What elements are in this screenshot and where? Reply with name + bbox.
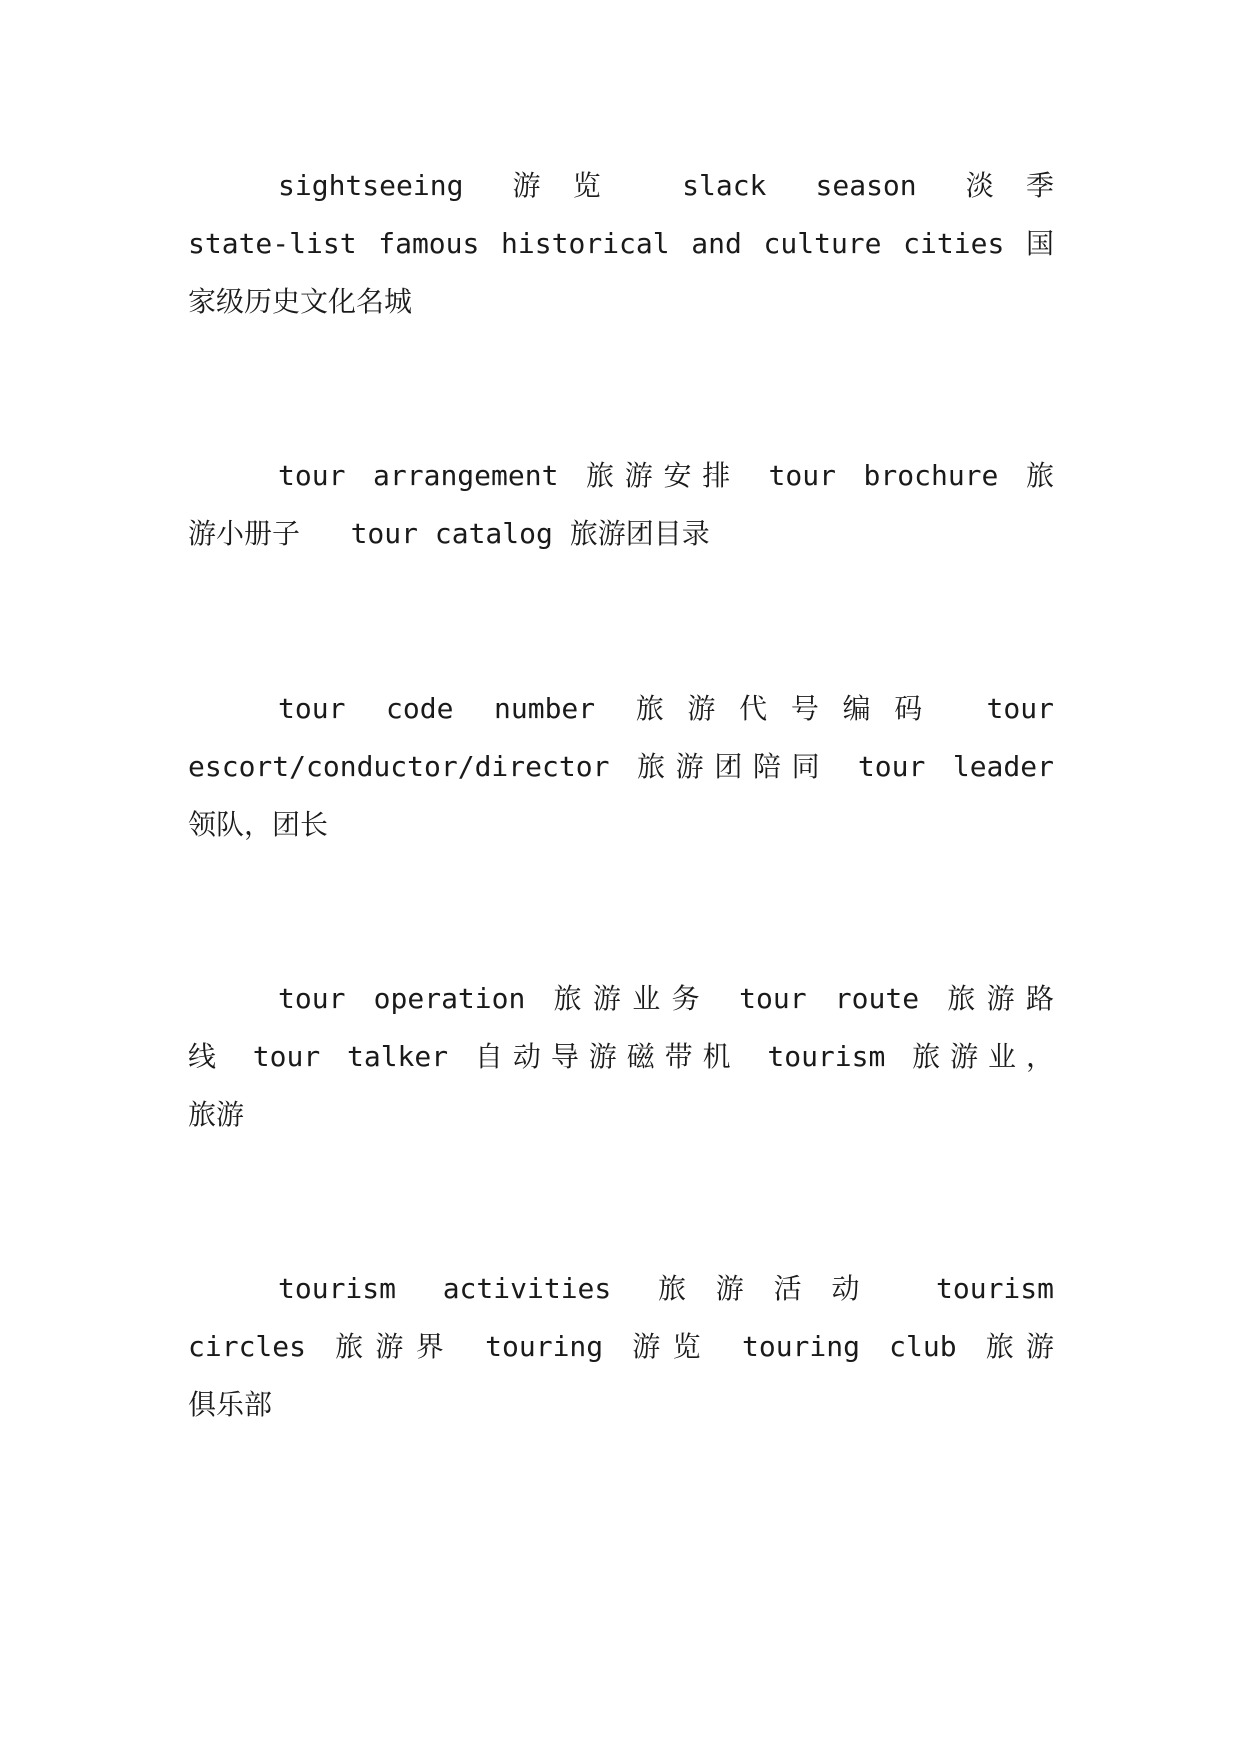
paragraph-line: tour arrangement 旅游安排 tour brochure 旅 [278,459,1054,492]
paragraph-line: state-list famous historical and culture cities 国 [188,227,1054,260]
paragraph-5 [188,1260,1054,1434]
paragraph-line: circles 旅游界 touring 游览 touring club 旅游 [188,1330,1054,1363]
paragraph-line: tourism activities 旅游活动 tourism [278,1272,1054,1305]
paragraph-line: 家级历史文化名城 [188,285,413,318]
paragraph-line: tour operation 旅游业务 tour route 旅游路 [278,982,1054,1015]
paragraph-3 [188,680,1054,854]
paragraph-line: escort/conductor/director 旅游团陪同 tour leader [188,750,1054,783]
paragraph-line: 线 tour talker 自动导游磁带机 tourism 旅游业， [188,1040,1054,1073]
paragraph-line: 领队，团长 [188,808,329,841]
paragraph-line: 旅游 [188,1098,245,1131]
paragraph-line: 俱乐部 [188,1388,273,1421]
paragraph-line: sightseeing 游览 slack season 淡季 [278,169,1054,202]
paragraph-line: tour code number 旅游代号编码 tour [278,692,1054,725]
paragraph-4 [188,970,1054,1144]
paragraph-line: 游小册子 tour catalog 旅游团目录 [188,517,710,550]
paragraph-1 [188,157,1054,331]
paragraph-2 [188,447,1054,563]
